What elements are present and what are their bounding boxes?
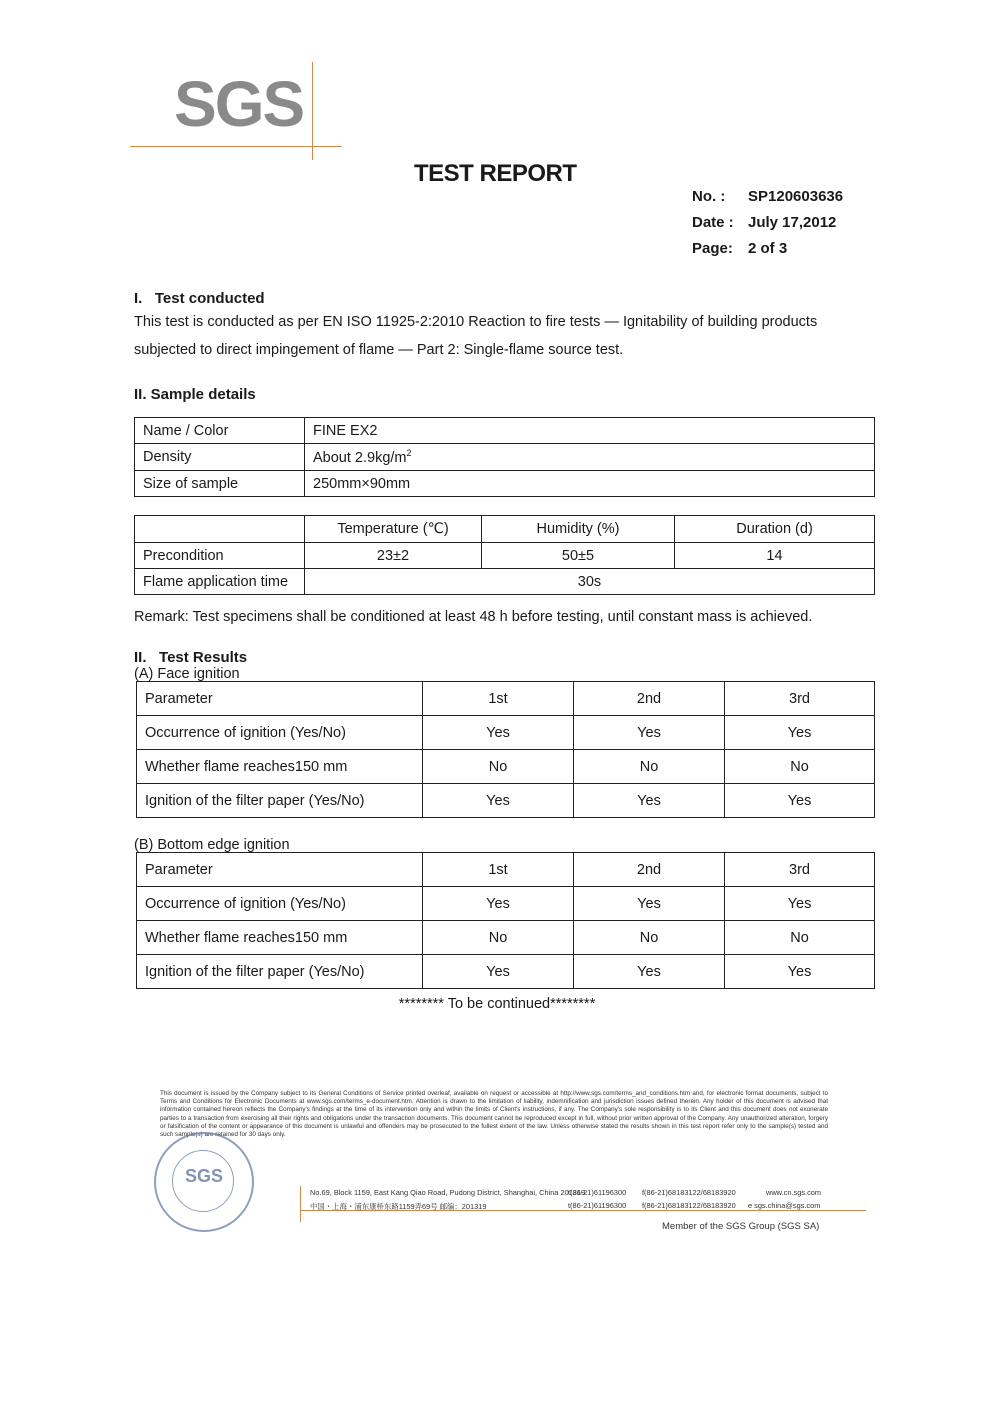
trial-1-header: 1st	[423, 853, 574, 887]
table-row	[137, 887, 875, 921]
meta-page-label: Page:	[692, 240, 733, 257]
sgs-stamp	[154, 1132, 254, 1232]
trial-2-header: 2nd	[574, 682, 725, 716]
meta-number-label: No. :	[692, 188, 726, 205]
table-row	[137, 682, 875, 716]
telephone-1: t(86-21)61196300	[568, 1188, 627, 1197]
flame-time-value: 30s	[305, 569, 875, 595]
meta-page-value: 2 of 3	[748, 240, 788, 257]
bottom-edge-ignition-subtitle: (B) Bottom edge ignition	[134, 837, 290, 853]
result-cell: Yes	[725, 887, 875, 921]
precondition-label: Precondition	[135, 543, 305, 569]
remark-text: Remark: Test specimens shall be conditioned at least 48 h before testing, until constant mass is achieved.	[134, 609, 813, 625]
empty-header-cell	[135, 516, 305, 543]
density-value: About 2.9kg/m	[313, 449, 407, 466]
result-cell: Yes	[574, 887, 725, 921]
face-ignition-subtitle: (A) Face ignition	[134, 666, 240, 682]
result-cell: No	[423, 750, 574, 784]
result-cell: No	[574, 921, 725, 955]
section-title: Test conducted	[154, 290, 265, 307]
website-link[interactable]: www.cn.sgs.com	[766, 1188, 822, 1197]
section-test-results-heading	[134, 649, 247, 666]
footer-disclaimer: This document is issued by the Company subject to its General Conditions of Service printed overleaf, available on request or accessible at http://www.sgs.com/terms_and_conditions.htm and, for electronic format documents, subject to Terms and Conditions for Electronic Documents at www.sgs.com/terms_e-document.htm. Attention is drawn to the limitation of liability, indemnification and jurisdiction issues defined therein. Any holder of this document is advised that information contained hereon reflects the Company's findings at the time of its intervention only and within the limits of Client's instructions, if any. The Company's sole responsibility is to its Client and this document does not exonerate parties to a transaction from exercising all their rights and obligations under the transaction documents. This document cannot be reproduced except in full, without prior written approval of the Company. Any unauthorized alteration, forgery or falsification of the content or appearance of this document is unlawful and offenders may be prosecuted to the fullest extent of the law. Unless otherwise stated the results shown in this test report refer only to the sample(s) tested and such sample(s) are retained for 30 days only.	[160, 1090, 828, 1139]
test-conducted-text	[134, 308, 817, 364]
parameter-cell: Occurrence of ignition (Yes/No)	[137, 887, 423, 921]
meta-date-value: July 17,2012	[748, 214, 837, 231]
logo-divider-horizontal	[130, 146, 342, 147]
parameter-cell: Ignition of the filter paper (Yes/No)	[137, 955, 423, 989]
test-conducted-line-1: This test is conducted as per EN ISO 11925-2:2010 Reaction to fire tests — Ignitability of building products	[134, 314, 818, 330]
sample-label-cell: Size of sample	[135, 471, 305, 497]
duration-header: Duration (d)	[675, 516, 875, 543]
to-be-continued-note: ******** To be continued********	[398, 996, 596, 1012]
meta-number-row	[692, 188, 843, 214]
parameter-cell: Occurrence of ignition (Yes/No)	[137, 716, 423, 750]
trial-2-header: 2nd	[574, 853, 725, 887]
parameter-header: Parameter	[137, 682, 423, 716]
stamp-text: SGS	[184, 1166, 223, 1186]
table-row	[137, 784, 875, 818]
duration-value: 14	[675, 543, 875, 569]
parameter-cell: Ignition of the filter paper (Yes/No)	[137, 784, 423, 818]
conditions-table	[134, 515, 875, 595]
sample-label-cell: Name / Color	[135, 418, 305, 444]
fax-2: f(86-21)68183122/68183920	[642, 1201, 736, 1210]
sample-details-table	[134, 417, 875, 497]
meta-date-row	[692, 214, 843, 240]
section-number: I.	[134, 290, 143, 307]
table-row	[137, 921, 875, 955]
result-cell: Yes	[574, 955, 725, 989]
logo-text: SGS	[174, 68, 304, 140]
result-cell: Yes	[423, 955, 574, 989]
sample-label-cell: Density	[135, 444, 305, 471]
table-row	[137, 955, 875, 989]
temperature-header: Temperature (℃)	[305, 516, 482, 543]
trial-1-header: 1st	[423, 682, 574, 716]
parameter-header: Parameter	[137, 853, 423, 887]
sample-value-cell: FINE EX2	[305, 418, 875, 444]
humidity-header: Humidity (%)	[482, 516, 675, 543]
result-cell: Yes	[725, 955, 875, 989]
result-cell: Yes	[725, 784, 875, 818]
result-cell: No	[423, 921, 574, 955]
telephone-2: t(86-21)61196300	[568, 1201, 627, 1210]
footer-divider-vertical	[300, 1186, 301, 1222]
trial-3-header: 3rd	[725, 682, 875, 716]
table-row	[135, 418, 875, 444]
flame-time-label: Flame application time	[135, 569, 305, 595]
table-row	[137, 853, 875, 887]
table-row	[135, 569, 875, 595]
email-link[interactable]: e sgs.china@sgs.com	[748, 1201, 821, 1210]
sgs-logo	[130, 60, 345, 165]
result-cell: Yes	[574, 716, 725, 750]
section-title: Test Results	[159, 649, 248, 666]
address-chinese: 中国・上海・浦东康桥东路1159弄69号 邮编：201319	[310, 1202, 487, 1211]
table-row	[137, 716, 875, 750]
parameter-cell: Whether flame reaches150 mm	[137, 750, 423, 784]
density-unit-exponent: 2	[406, 448, 412, 459]
table-row	[137, 750, 875, 784]
section-number: II.	[134, 649, 147, 666]
report-meta	[692, 188, 843, 266]
meta-number-value: SP120603636	[748, 188, 844, 205]
face-ignition-table	[136, 681, 875, 818]
result-cell: No	[725, 750, 875, 784]
sample-value-cell: 250mm×90mm	[305, 471, 875, 497]
temperature-value: 23±2	[305, 543, 482, 569]
parameter-cell: Whether flame reaches150 mm	[137, 921, 423, 955]
result-cell: Yes	[423, 784, 574, 818]
group-membership-note: Member of the SGS Group (SGS SA)	[662, 1221, 820, 1232]
result-cell: No	[725, 921, 875, 955]
result-cell: Yes	[725, 716, 875, 750]
report-title: TEST REPORT	[414, 160, 577, 187]
test-conducted-line-2: subjected to direct impingement of flame — Part 2: Single-flame source test.	[134, 342, 624, 358]
trial-3-header: 3rd	[725, 853, 875, 887]
address-english: No.69, Block 1159, East Kang Qiao Road, Pudong District, Shanghai, China 201319	[310, 1188, 586, 1197]
meta-page-row	[692, 240, 843, 266]
meta-date-label: Date :	[692, 214, 734, 231]
result-cell: Yes	[574, 784, 725, 818]
result-cell: Yes	[423, 716, 574, 750]
sample-value-cell	[305, 444, 875, 471]
result-cell: Yes	[423, 887, 574, 921]
table-row	[135, 444, 875, 471]
section-test-conducted-heading	[134, 290, 265, 307]
result-cell: No	[574, 750, 725, 784]
bottom-edge-ignition-table	[136, 852, 875, 989]
table-row	[135, 516, 875, 543]
table-row	[135, 543, 875, 569]
fax-1: f(86-21)68183122/68183920	[642, 1188, 736, 1197]
section-sample-details-heading: II. Sample details	[134, 386, 256, 403]
humidity-value: 50±5	[482, 543, 675, 569]
table-row	[135, 471, 875, 497]
